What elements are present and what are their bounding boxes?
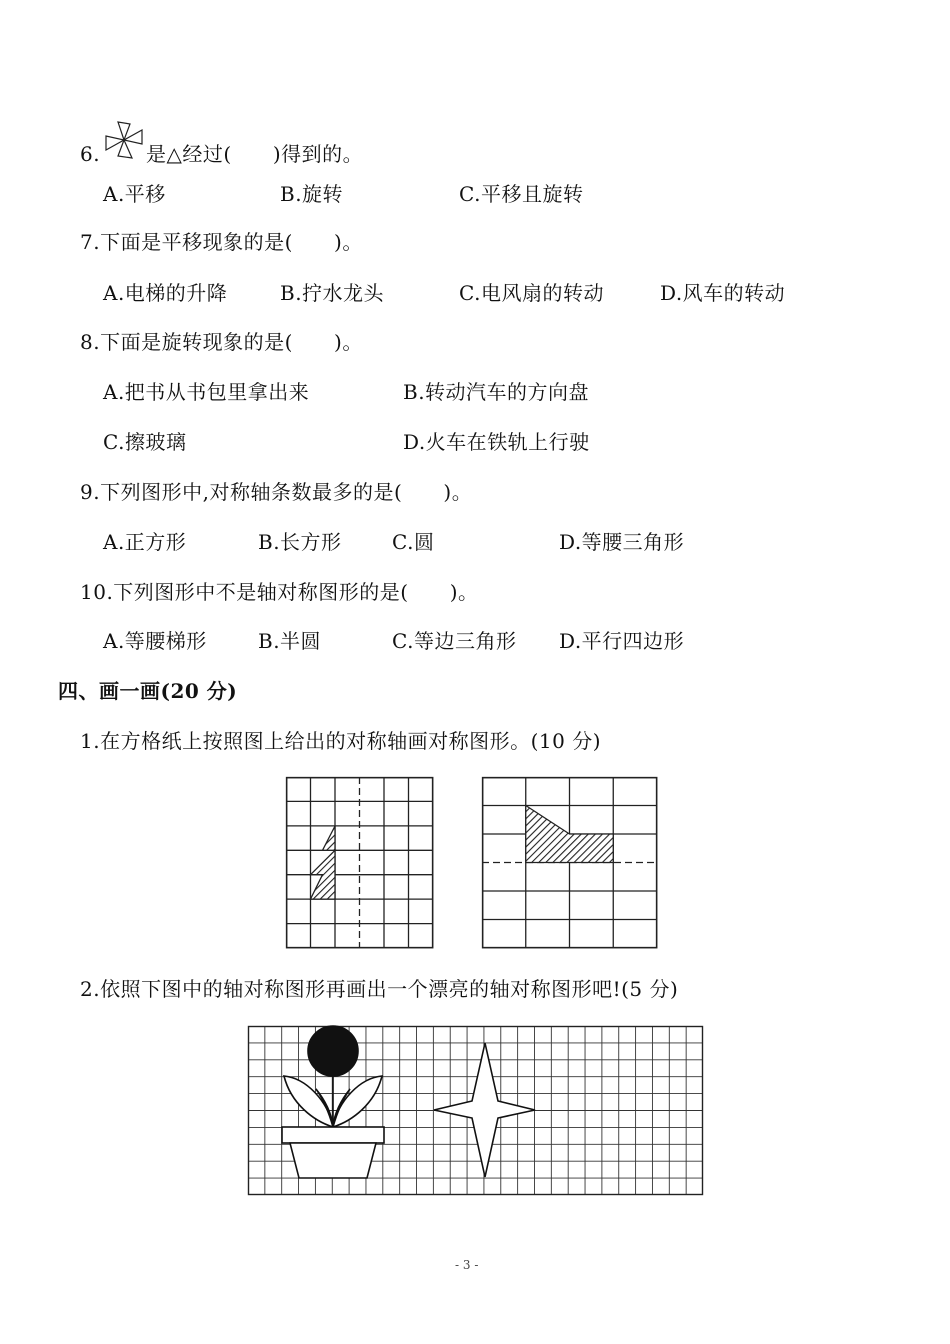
drawing-grid-figure (248, 1026, 704, 1196)
q10-option-d: D.平行四边形 (559, 629, 685, 653)
q7-option-c: C.电风扇的转动 (459, 281, 604, 305)
q8-option-a: A.把书从书包里拿出来 (103, 380, 310, 404)
page-number: - 3 - (455, 1258, 479, 1272)
q8-option-d: D.火车在铁轨上行驶 (403, 430, 590, 454)
q9-option-a: A.正方形 (103, 530, 187, 554)
q8-option-b: B.转动汽车的方向盘 (403, 380, 590, 404)
four-point-star-figure (434, 1043, 535, 1177)
q6-option-c: C.平移且旋转 (459, 182, 584, 206)
q10-option-a: A.等腰梯形 (103, 629, 207, 653)
q6-option-b: B.旋转 (280, 182, 344, 206)
q8-stem: 8.下面是旋转现象的是( )。 (80, 330, 363, 354)
q7-stem: 7.下面是平移现象的是( )。 (80, 230, 363, 254)
pinwheel-figure (102, 120, 146, 160)
q9-option-b: B.长方形 (258, 530, 342, 554)
q6-option-a: A.平移 (103, 182, 166, 206)
q8-option-c: C.擦玻璃 (103, 430, 187, 454)
section-4-q2: 2.依照下图中的轴对称图形再画出一个漂亮的轴对称图形吧!(5 分) (80, 977, 679, 1001)
q10-option-c: C.等边三角形 (392, 629, 517, 653)
q9-option-c: C.圆 (392, 530, 435, 554)
q7-option-a: A.电梯的升降 (103, 281, 228, 305)
grid-horizontal-axis-figure (482, 777, 658, 949)
section-4-title: 四、画一画(20 分) (58, 679, 238, 703)
q7-option-d: D.风车的转动 (660, 281, 786, 305)
q6-prefix: 6. (80, 142, 101, 166)
q9-stem: 9.下列图形中,对称轴条数最多的是( )。 (80, 480, 473, 504)
q6-stem: 是△经过( )得到的。 (146, 142, 364, 166)
q9-option-d: D.等腰三角形 (559, 530, 685, 554)
q10-stem: 10.下列图形中不是轴对称图形的是( )。 (80, 580, 479, 604)
grid-vertical-axis-figure (286, 777, 434, 949)
flower-pot-figure (282, 1026, 384, 1178)
q10-option-b: B.半圆 (258, 629, 322, 653)
section-4-q1: 1.在方格纸上按照图上给出的对称轴画对称图形。(10 分) (80, 729, 601, 753)
q7-option-b: B.拧水龙头 (280, 281, 385, 305)
